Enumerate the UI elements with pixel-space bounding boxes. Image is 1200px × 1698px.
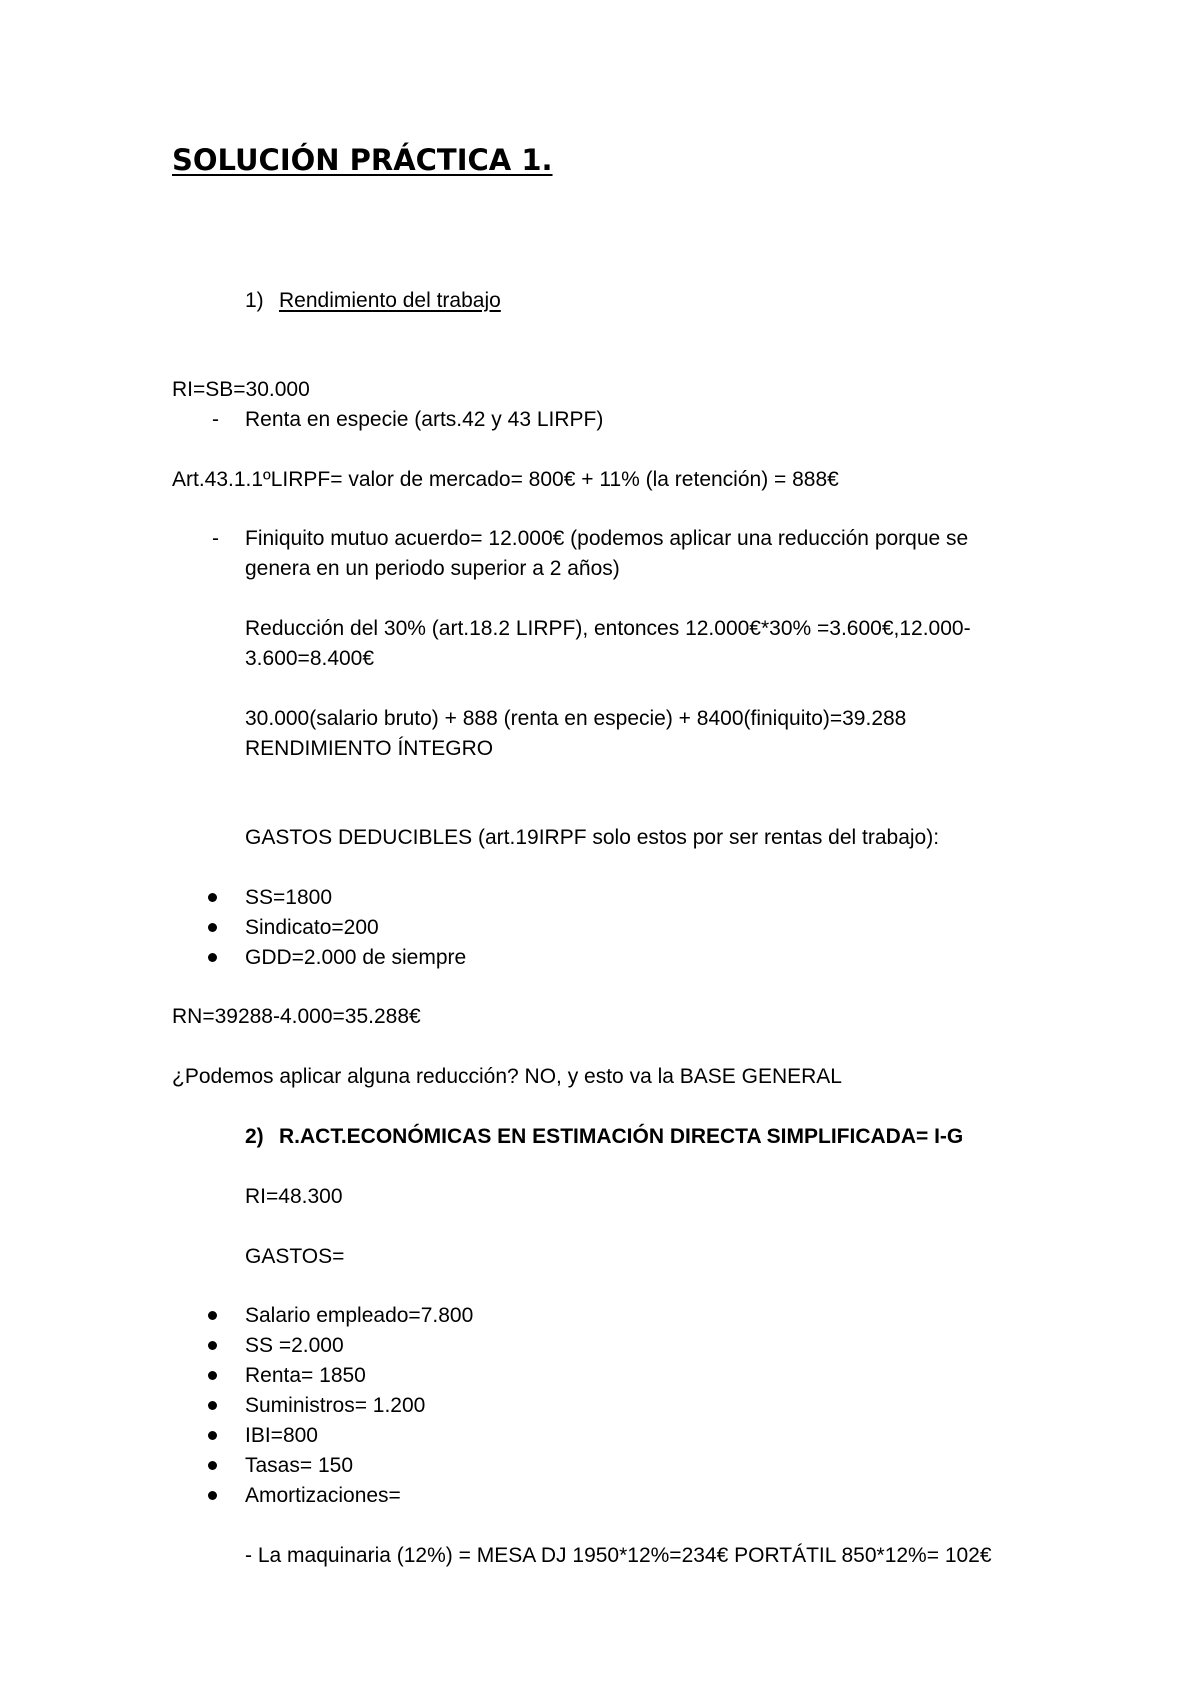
gasto-item: Renta= 1850 [245, 1364, 366, 1387]
reduccion-line-2: 3.600=8.400€ [245, 647, 375, 670]
gastos-deducibles-heading: GASTOS DEDUCIBLES (art.19IRPF solo estos por ser rentas del trabajo): [245, 826, 940, 849]
bullet-icon [208, 1431, 217, 1440]
reduccion-pregunta: ¿Podemos aplicar alguna reducción? NO, y esto va la BASE GENERAL [172, 1065, 842, 1088]
section-2-number: 2) [245, 1125, 264, 1148]
dash-marker: - [212, 408, 219, 431]
ri-sb-line: RI=SB=30.000 [172, 378, 310, 401]
reduccion-line-1: Reducción del 30% (art.18.2 LIRPF), entonces 12.000€*30% =3.600€,12.000- [245, 617, 971, 640]
bullet-icon [208, 1371, 217, 1380]
gasto-item: GDD=2.000 de siempre [245, 946, 467, 969]
section-2-title: R.ACT.ECONÓMICAS EN ESTIMACIÓN DIRECTA SIMPLIFICADA= I-G [279, 1125, 964, 1148]
maquinaria-line: - La maquinaria (12%) = MESA DJ 1950*12%=234€ PORTÁTIL 850*12%= 102€ [245, 1544, 992, 1567]
gasto-item: Sindicato=200 [245, 916, 379, 939]
bullet-icon [208, 1491, 217, 1500]
section-2-heading [245, 1122, 963, 1152]
gasto-item: Amortizaciones= [245, 1484, 401, 1507]
bullet-icon [208, 1461, 217, 1470]
page-title: SOLUCIÓN PRÁCTICA 1. [172, 143, 553, 177]
finiquito-line-2: genera en un periodo superior a 2 años) [245, 557, 620, 580]
art43-line: Art.43.1.1ºLIRPF= valor de mercado= 800€ + 11% (la retención) = 888€ [172, 468, 839, 491]
bullet-icon [208, 923, 217, 932]
gasto-item: SS=1800 [245, 886, 332, 909]
rn-line: RN=39288-4.000=35.288€ [172, 1005, 421, 1028]
gasto-item: IBI=800 [245, 1424, 318, 1447]
bullet-icon [208, 1401, 217, 1410]
section-1-number: 1) [245, 289, 264, 312]
dash-marker: - [212, 527, 219, 550]
gasto-item: Suministros= 1.200 [245, 1394, 426, 1417]
bullet-icon [208, 893, 217, 902]
finiquito-line-1: Finiquito mutuo acuerdo= 12.000€ (podemos aplicar una reducción porque se [245, 527, 969, 550]
suma-line-1: 30.000(salario bruto) + 888 (renta en especie) + 8400(finiquito)=39.288 [245, 707, 907, 730]
section-1-heading [245, 286, 501, 316]
bullet-icon [208, 953, 217, 962]
gasto-item: Tasas= 150 [245, 1454, 353, 1477]
renta-especie-item: Renta en especie (arts.42 y 43 LIRPF) [245, 408, 604, 431]
suma-line-2: RENDIMIENTO ÍNTEGRO [245, 737, 494, 760]
bullet-icon [208, 1341, 217, 1350]
gasto-item: Salario empleado=7.800 [245, 1304, 474, 1327]
bullet-icon [208, 1311, 217, 1320]
ri-line: RI=48.300 [245, 1185, 343, 1208]
gastos-label: GASTOS= [245, 1245, 345, 1268]
gasto-item: SS =2.000 [245, 1334, 344, 1357]
section-1-title: Rendimiento del trabajo [279, 289, 501, 312]
